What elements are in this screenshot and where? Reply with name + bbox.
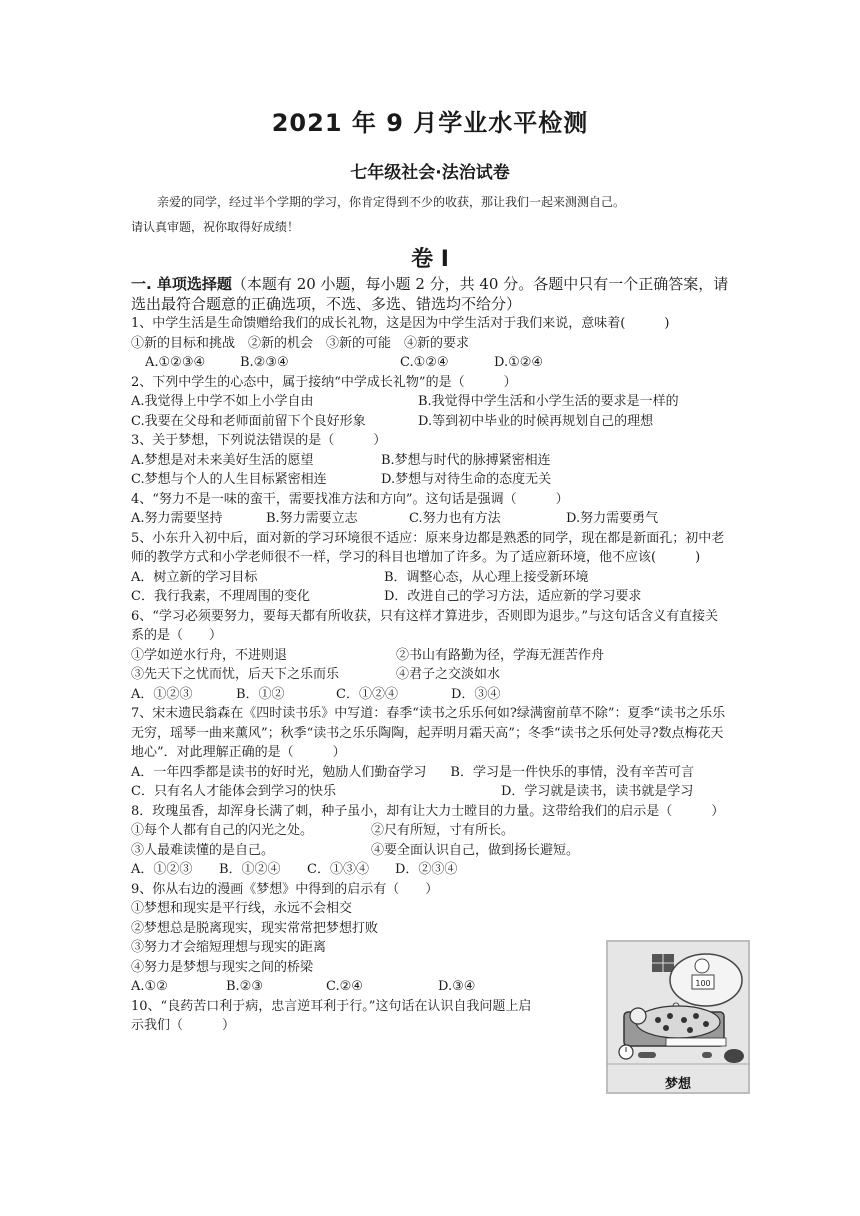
item-2: ②书山有路勤为径，学海无涯苦作舟 — [396, 647, 605, 663]
section-heading — [131, 274, 731, 314]
question-3-options-row1 — [131, 451, 731, 471]
item-3: ③人最难读懂的是自己。 — [131, 842, 275, 858]
option-c: C．①②④ — [336, 686, 398, 702]
question-6-options — [131, 685, 731, 705]
option-d: D.等到初中毕业的时候再规划自己的理想 — [418, 413, 654, 429]
option-c: C.我要在父母和老师面前留下个良好形象 — [131, 413, 366, 429]
option-d: D．③④ — [451, 686, 501, 702]
item-1: ①学如逆水行舟，不进则退 — [131, 647, 288, 663]
item-3: ③努力才会缩短理想与现实的距离 — [131, 940, 327, 955]
option-c: C．只有名人才能体会到学习的快乐 — [131, 784, 336, 799]
item-3: ③先天下之忧而忧，后天下之乐而乐 — [131, 667, 340, 682]
question-5-stem: 5、小东升入初中后，面对新的学习环境很不适应：原来身边都是熟悉的同学，现在都是新面孔；初中老师的教学方式和小学老师很不一样，学习的科目也增加了许多。为了适应新环境，他不应该( ) — [131, 530, 725, 565]
question-8-items-row2 — [131, 841, 731, 861]
item-2: ②尺有所短，寸有所长。 — [371, 823, 515, 838]
question-4-options — [131, 509, 731, 529]
option-b: B.②③④ — [240, 355, 289, 370]
option-d: D.努力需要勇气 — [566, 511, 659, 526]
item-1: ①梦想和现实是平行线，永远不会相交 — [131, 901, 353, 916]
option-a: A．①②③ — [131, 686, 193, 702]
option-a: A.梦想是对未来美好生活的愿望 — [131, 452, 314, 468]
cartoon-caption: 梦想 — [664, 1077, 691, 1092]
option-d: D．②③④ — [395, 862, 458, 877]
option-a: A.①②③④ — [145, 355, 206, 370]
item-2: ②梦想总是脱离现实，现实常常把梦想打败 — [131, 920, 379, 936]
cat-shape — [724, 1049, 744, 1063]
intro-paragraph — [131, 190, 731, 240]
question-3-stem: 3、关于梦想，下列说法错误的是（ ） — [131, 433, 387, 448]
item-4: ④要全面认识自己，做到扬长避短。 — [371, 842, 580, 858]
question-3-options-row2 — [131, 470, 731, 490]
item-4: ④君子之交淡如水 — [396, 667, 501, 682]
option-c: C.②④ — [326, 979, 363, 994]
question-2-options-row2 — [131, 412, 731, 432]
question-5-options-row1 — [131, 568, 731, 588]
option-b: B．调整心态，从心理上接受新环境 — [384, 569, 589, 585]
option-a: A．一年四季都是读书的好时光，勉励人们勤奋学习 — [131, 764, 427, 780]
option-b: B.努力需要立志 — [266, 511, 358, 526]
option-a: A.①② — [131, 979, 168, 994]
question-5-options-row2 — [131, 587, 731, 607]
cartoon-score: 100 — [695, 979, 711, 988]
question-6-items-row1 — [131, 646, 731, 666]
question-2-options-row1 — [131, 392, 731, 412]
option-a: A．①②③ — [131, 862, 193, 877]
option-a: A.努力需要坚持 — [131, 511, 223, 526]
question-10-stem-line1: 10、“良药苦口利于病，忠言逆耳利于行。”这句话在认识自我问题上启 — [131, 998, 532, 1014]
question-6-items-row2 — [131, 665, 731, 685]
question-1-options — [131, 353, 731, 373]
option-b: B.②③ — [226, 979, 263, 994]
option-c: C．①③④ — [307, 862, 369, 877]
item-1: ①每个人都有自己的闪光之处。 — [131, 823, 314, 838]
option-b: B.梦想与时代的脉搏紧密相连 — [381, 452, 551, 468]
intro-line: 亲爱的同学，经过半个学期的学习，你肯定得到不少的收获，那让我们一起来测测自己。 — [157, 195, 626, 209]
section-heading-instructions: （本题有 20 小题，每小题 2 分，共 40 分。各题中只有一个正确答案，请选出最符合题意的正确选项，不选、多选、错选均不给分） — [131, 275, 729, 313]
question-8-options — [131, 860, 731, 880]
question-9-stem: 9、你从右边的漫画《梦想》中得到的启示有（ ） — [131, 881, 439, 897]
question-6-stem: 6、“学习必须要努力，要每天都有所收获，只有这样才算进步，否则即为退步。”与这句话含义有直接关系的是（ ） — [131, 608, 719, 643]
section-heading-label: 一. 单项选择题 — [131, 275, 232, 293]
option-c: C.①②④ — [400, 355, 449, 370]
dream-cartoon-image — [606, 940, 750, 1094]
question-8-items-row1 — [131, 821, 731, 841]
question-4-stem: 4、“努力不是一味的蛮干，需要找准方法和方向”。这句话是强调（ ） — [131, 491, 569, 507]
option-b: B.我觉得中学生活和小学生活的要求是一样的 — [418, 394, 679, 409]
question-10-stem-line2: 示我们（ ） — [131, 1018, 236, 1033]
option-d: D．改进自己的学习方法，适应新的学习要求 — [384, 589, 642, 604]
question-7-stem: 7、宋末遗民翁森在《四时读书乐》中写道：春季“读书之乐乐何如?绿满窗前草不除”：夏季“读书之乐乐无穷，瑶琴一曲来薰风”；秋季“读书之乐乐陶陶，起弄明月霜天高”；冬季“读书之乐何处寻?数点梅花天地心”．对此理解正确的是（ ） — [131, 706, 726, 760]
option-d: D．学习就是读书，读书就是学习 — [501, 784, 694, 799]
exam-title: 2021 年 9 月学业水平检测 — [271, 109, 589, 137]
item-4: ④努力是梦想与现实之间的桥梁 — [131, 959, 314, 975]
option-c: C．我行我素，不理周围的变化 — [131, 589, 310, 604]
option-c: C.梦想与个人的人生目标紧密相连 — [131, 472, 327, 487]
option-a: A．树立新的学习目标 — [131, 569, 258, 585]
question-2-stem: 2、下列中学生的心态中，属于接纳“中学成长礼物”的是（ ） — [131, 374, 517, 390]
question-list — [131, 274, 731, 1036]
option-b: B．学习是一件快乐的事情，没有辛苦可言 — [450, 764, 694, 780]
intro-line: 请认真审题，祝你取得好成绩！ — [131, 220, 300, 234]
question-1-stem: 1、中学生活是生命馈赠给我们的成长礼物，这是因为中学生活对于我们来说，意味着( ) — [131, 316, 670, 331]
option-c: C.努力也有方法 — [409, 511, 501, 526]
exam-subtitle: 七年级社会·法治试卷 — [350, 163, 510, 183]
option-d: D.①②④ — [494, 355, 544, 370]
option-b: B．①②④ — [219, 862, 281, 877]
question-8-stem: 8．玫瑰虽香，却浑身长满了刺，种子虽小，却有让大力士瞠目的力量。这带给我们的启示是（ ） — [131, 803, 725, 819]
option-a: A.我觉得上中学不如上小学自由 — [131, 394, 314, 409]
question-7-options-row1 — [131, 763, 731, 783]
question-7-options-row2 — [131, 782, 731, 802]
question-1-items: ①新的目标和挑战 ②新的机会 ③新的可能 ④新的要求 — [131, 335, 470, 351]
section-title: 卷 Ⅰ — [411, 247, 449, 272]
option-b: B．①② — [236, 686, 285, 702]
option-d: D.③④ — [438, 979, 476, 994]
option-d: D.梦想与对待生命的态度无关 — [381, 472, 552, 487]
